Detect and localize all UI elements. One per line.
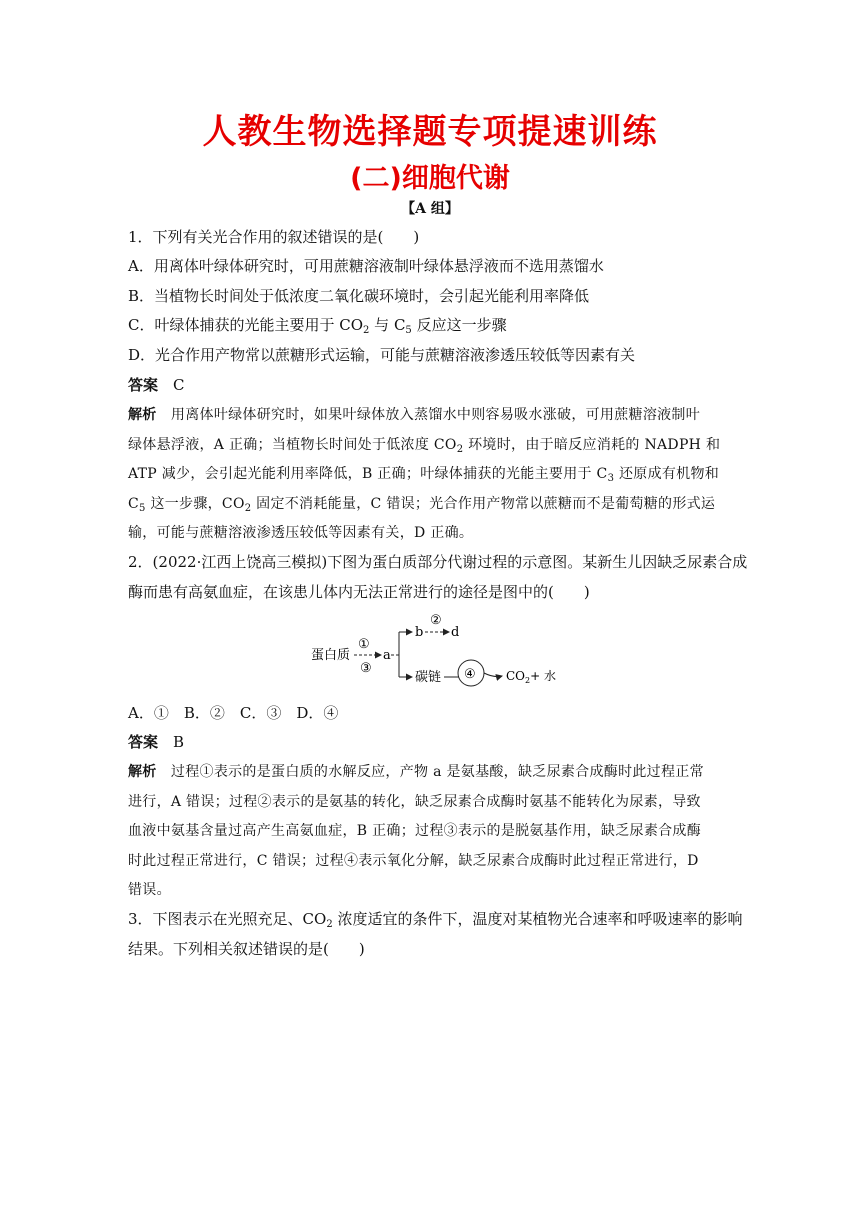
q3-stem-line: 结果。下列相关叙述错误的是( ) bbox=[128, 940, 365, 958]
diagram-product-label: $CO_2+$ 水 bbox=[506, 669, 556, 685]
q3-stem-line: 3．下图表示在光照充足、$CO_2$ 浓度适宜的条件下，温度对某植物光合速率和呼吸速率的影响 bbox=[128, 910, 743, 930]
q1-option-a: A．用离体叶绿体研究时，可用蔗糖溶液制叶绿体悬浮液而不选用蒸馏水 bbox=[128, 257, 604, 275]
q2-explanation-line: 解析 过程①表示的是蛋白质的水解反应，产物 a 是氨基酸，缺乏尿素合成酶时此过程正常 bbox=[128, 764, 704, 780]
step-2-label: ② bbox=[430, 613, 442, 628]
q2-explanation-line: 错误。 bbox=[128, 882, 171, 898]
explanation-label: 解析 bbox=[128, 407, 157, 423]
q2-explanation-line: 血液中氨基含量过高产生高氨血症，B 正确；过程③表示的是脱氨基作用，缺乏尿素合成酶 bbox=[128, 823, 702, 839]
q1-option-b: B．当植物长时间处于低浓度二氧化碳环境时，会引起光能利用率降低 bbox=[128, 287, 590, 305]
product-arrow bbox=[484, 673, 502, 677]
answer-label: 答案 bbox=[128, 733, 159, 751]
q2-stem-line: 酶而患有高氨血症，在该患儿体内无法正常进行的途径是图中的( ) bbox=[128, 583, 590, 601]
q1-explanation-line: 输，可能与蔗糖溶液渗透压较低等因素有关，D 正确。 bbox=[128, 525, 474, 541]
q1-explanation-line: 解析 用离体叶绿体研究时，如果叶绿体放入蒸馏水中则容易吸水涨破，可用蔗糖溶液制叶 bbox=[128, 407, 701, 423]
step-1-label: ① bbox=[358, 637, 370, 652]
diagram-a-label: a bbox=[383, 648, 391, 663]
q2-stem-line: 2．(2022·江西上饶高三模拟)下图为蛋白质部分代谢过程的示意图。某新生儿因缺乏尿素合成 bbox=[128, 553, 748, 571]
answer-label: 答案 bbox=[128, 376, 159, 394]
q2-explanation-line: 时此过程正常进行，C 错误；过程④表示氧化分解，缺乏尿素合成酶时此过程正常进行，D bbox=[128, 853, 699, 869]
q1-explanation-line: ATP 减少，会引起光能利用率降低，B 正确；叶绿体捕获的光能主要用于 $C_3$ 还原成有机物和 bbox=[128, 466, 720, 484]
step-4-label: ④ bbox=[464, 667, 476, 682]
q1-stem: 1．下列有关光合作用的叙述错误的是( ) bbox=[128, 228, 420, 246]
q2-options: A．① B．② C．③ D．④ bbox=[128, 704, 339, 722]
page-subtitle: (二)细胞代谢 bbox=[350, 163, 510, 194]
q2-explanation-line: 进行，A 错误；过程②表示的是氨基的转化，缺乏尿素合成酶时氨基不能转化为尿素，导致 bbox=[128, 794, 701, 810]
q2-answer: 答案 B bbox=[128, 733, 185, 751]
diagram-protein-label: 蛋白质 bbox=[311, 648, 351, 663]
explanation-label: 解析 bbox=[128, 764, 157, 780]
diagram-d-label: d bbox=[451, 625, 460, 640]
q1-answer: 答案 C bbox=[128, 376, 185, 394]
q1-explanation-line: 绿体悬浮液，A 正确；当植物长时间处于低浓度 $CO_2$ 环境时，由于暗反应消耗的 NADPH 和 bbox=[128, 437, 721, 455]
diagram-carbon-chain-label: 碳链 bbox=[415, 670, 442, 685]
step-3-label: ③ bbox=[360, 661, 372, 676]
diagram-b-label: b bbox=[415, 625, 424, 640]
page-title: 人教生物选择题专项提速训练 bbox=[202, 112, 658, 152]
group-label: 【A 组】 bbox=[401, 201, 459, 217]
q1-explanation-line: $C_5$ 这一步骤，$CO_2$ 固定不消耗能量，C 错误；光合作用产物常以蔗糖而不是葡萄糖的形式运 bbox=[128, 496, 716, 514]
q1-option-c: C．叶绿体捕获的光能主要用于 $CO_2$ 与 $C_5$ 反应这一步骤 bbox=[128, 316, 507, 336]
protein-metabolism-diagram bbox=[308, 606, 558, 696]
q1-option-d: D．光合作用产物常以蔗糖形式运输，可能与蔗糖溶液渗透压较低等因素有关 bbox=[128, 346, 636, 364]
